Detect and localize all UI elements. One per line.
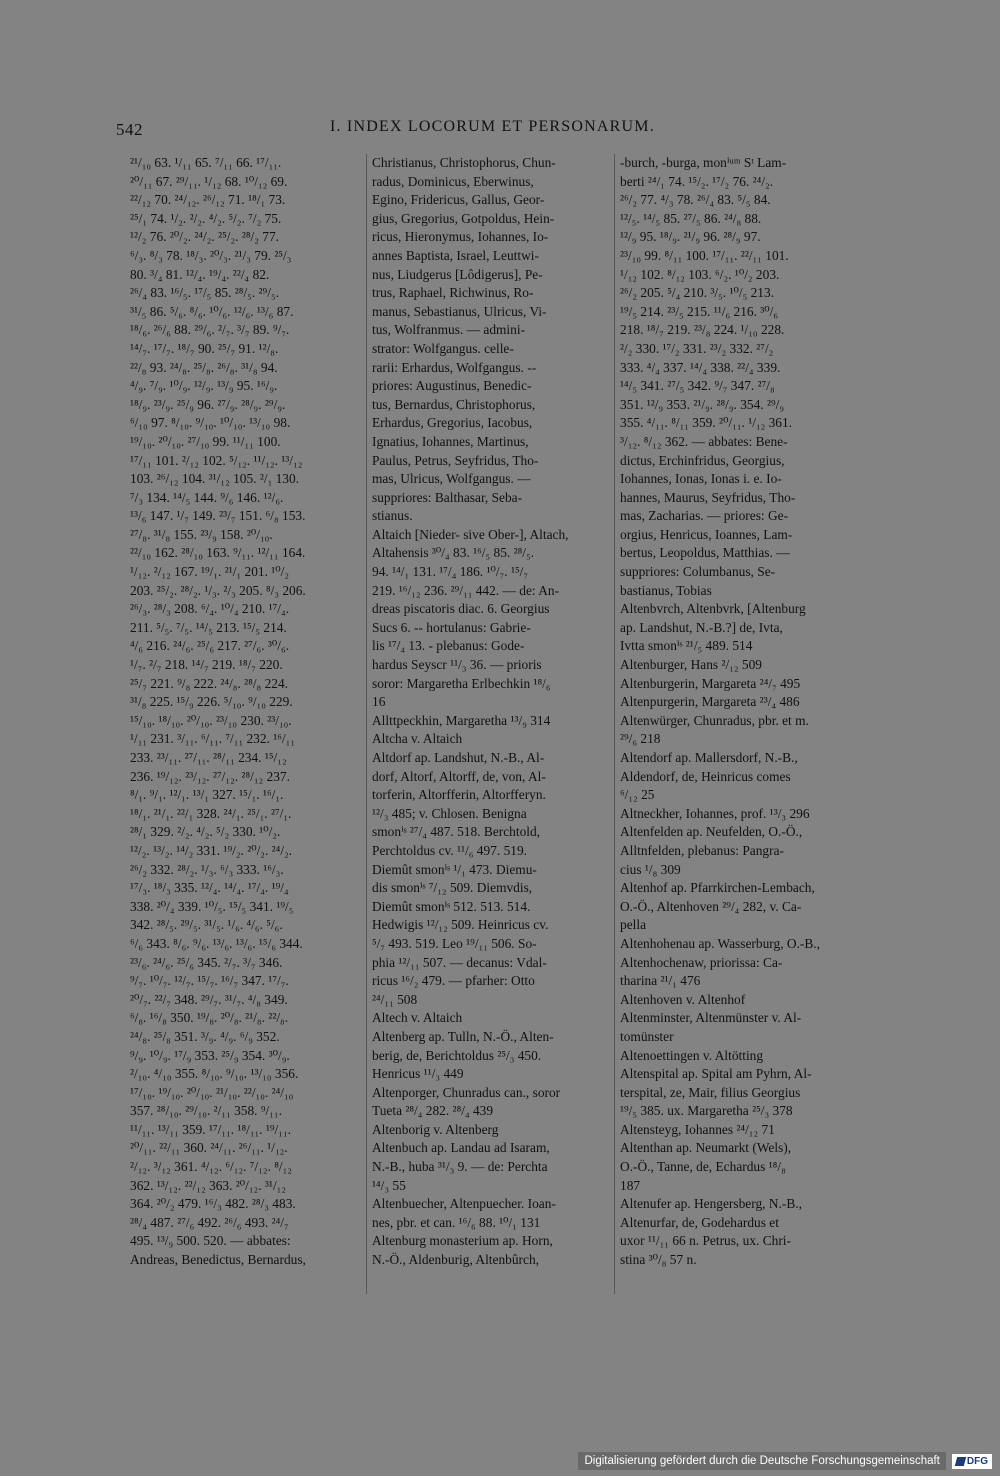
index-line: ¹/₁₁ 231. ³/₁₁. ⁶/₁₁. ⁷/₁₁ 232. ¹⁶/₁₁ bbox=[130, 731, 295, 747]
index-line: Altenthan ap. Neumarkt (Wels), bbox=[620, 1140, 792, 1156]
index-line: ²⁷/₈. ³¹/₈ 155. ²³/₉ 158. ²⁰/₁₀. bbox=[130, 526, 273, 542]
index-line: ³¹/₈ 225. ¹⁵/₉ 226. ⁵/₁₀. ⁹/₁₀ 229. bbox=[130, 694, 293, 710]
index-line: ¹/₁₂ 102. ⁸/₁₂ 103. ⁶/₂. ¹⁰/₂ 203. bbox=[620, 266, 780, 282]
index-line: Tueta ²⁸/₄ 282. ²⁸/₄ 439 bbox=[372, 1103, 494, 1119]
index-line: ²⁶/₃. ²⁸/₃ 208. ⁶/₄. ¹⁰/₄ 210. ¹⁷/₄. bbox=[130, 601, 290, 617]
index-line: ricus, Hieronymus, Iohannes, Io- bbox=[372, 229, 549, 245]
index-line: ⁸/₁. ⁹/₁. ¹²/₁. ¹³/₁ 327. ¹⁵/₁. ¹⁶/₁. bbox=[130, 787, 284, 803]
index-line: hardus Seyscr ¹¹/₃ 36. — prioris bbox=[372, 657, 542, 673]
index-line: stina ³⁰/₈ 57 n. bbox=[620, 1252, 697, 1268]
index-line: Altenburger, Hans ²/₁₂ 509 bbox=[620, 657, 762, 673]
index-line: dorf, Altorf, Altorff, de, von, Al- bbox=[372, 768, 546, 784]
index-line: Andreas, Benedictus, Bernardus, bbox=[130, 1252, 306, 1268]
index-line: dreas piscatoris diac. 6. Georgius bbox=[372, 601, 550, 617]
index-line: ²⁵/₁ 74. ¹/₂. ²/₂. ⁴/₂. ⁵/₂. ⁷/₂ 75. bbox=[130, 210, 282, 226]
index-line: ⁴/₉. ⁷/₉. ¹⁰/₉. ¹²/₉. ¹³/₉ 95. ¹⁶/₉. bbox=[130, 378, 278, 394]
index-line: ²²/₈ 93. ²⁴/₈. ²⁵/₈. ²⁶/₈. ³¹/₈ 94. bbox=[130, 359, 278, 375]
index-line: ²⁰/₁₁. ²²/₁₁ 360. ²⁴/₁₁. ²⁶/₁₁. ¹/₁₂. bbox=[130, 1140, 288, 1156]
index-line: Diemût smonⁱˢ 512. 513. 514. bbox=[372, 898, 531, 914]
index-line: ²⁶/₂ 77. ⁴/₃ 78. ²⁶/₄ 83. ⁵/₅ 84. bbox=[620, 192, 771, 208]
index-line: Sucs 6. -- hortulanus: Gabrie- bbox=[372, 619, 531, 635]
index-line: smonⁱˢ ²⁷/₄ 487. 518. Berchtold, bbox=[372, 824, 541, 840]
index-line: Erhardus, Gregorius, Iacobus, bbox=[372, 415, 533, 431]
index-line: suppriores: Balthasar, Seba- bbox=[372, 489, 523, 505]
index-line: N.-Ö., Aldenburig, Altenbûrch, bbox=[372, 1252, 539, 1268]
index-line: Alltnfelden, plebanus: Pangra- bbox=[620, 842, 784, 858]
index-line: nes, pbr. et can. ¹⁶/₆ 88. ¹⁰/₁ 131 bbox=[372, 1214, 541, 1230]
index-line: bertus, Leopoldus, Matthias. — bbox=[620, 545, 790, 561]
column-divider bbox=[614, 154, 615, 1294]
index-line: Altenborig v. Altenberg bbox=[372, 1121, 499, 1137]
index-line: ¹/₇. ²/₇ 218. ¹⁴/₇ 219. ¹⁸/₇ 220. bbox=[130, 657, 283, 673]
index-line: ²²/₁₂ 70. ²⁴/₁₂. ²⁶/₁₂ 71. ¹⁸/₁ 73. bbox=[130, 192, 286, 208]
index-line: O.-Ö., Tanne, de, Echardus ¹⁸/₈ bbox=[620, 1159, 786, 1175]
index-line: Paulus, Petrus, Seyfridus, Tho- bbox=[372, 452, 539, 468]
index-line: rarii: Erhardus, Wolfgangus. -- bbox=[372, 359, 537, 375]
index-line: Altenpurgerin, Margareta ²³/₄ 486 bbox=[620, 694, 800, 710]
index-line: ²⁶/₂ 205. ⁵/₄ 210. ³/₅. ¹⁰/₅ 213. bbox=[620, 285, 775, 301]
index-line: Ivtta smonⁱˢ ²¹/₅ 489. 514 bbox=[620, 638, 753, 654]
index-line: Altenurfar, de, Godehardus et bbox=[620, 1214, 779, 1230]
index-line: tomünster bbox=[620, 1028, 674, 1044]
index-line: tus, Bernardus, Christophorus, bbox=[372, 396, 536, 412]
index-line: ⁶/₃. ⁸/₃ 78. ¹⁸/₃. ²⁰/₃. ²¹/₃ 79. ²⁵/₃ bbox=[130, 247, 292, 263]
index-line: ¹⁸/₉. ²³/₉. ²⁵/₉ 96. ²⁷/₉. ²⁸/₉. ²⁹/₉. bbox=[130, 396, 286, 412]
index-line: -burch, -burga, monⁱᵘᵐ Sᵗ Lam- bbox=[620, 155, 787, 170]
index-line: mas, Ulricus, Wolfgangus. — bbox=[372, 471, 531, 487]
index-line: 94. ¹⁴/₁ 131. ¹⁷/₄ 186. ¹⁰/₇. ¹⁵/₇ bbox=[372, 564, 529, 580]
index-line: 233. ²³/₁₁. ²⁷/₁₁. ²⁸/₁₁ 234. ¹⁵/₁₂ bbox=[130, 750, 287, 765]
index-line: strator: Wolfgangus. celle- bbox=[372, 340, 514, 356]
index-line: Altahensis ³⁰/₄ 83. ¹⁶/₅ 85. ²⁸/₅. bbox=[372, 545, 535, 561]
index-column-left bbox=[130, 154, 362, 1270]
index-line: berti ²⁴/₁ 74. ¹⁵/₂. ¹⁷/₂ 76. ²⁴/₂. bbox=[620, 173, 774, 189]
page-number: 542 bbox=[116, 120, 143, 139]
index-line: ⁷/₃ 134. ¹⁴/₅ 144. ⁹/₆ 146. ¹²/₆. bbox=[130, 489, 284, 505]
index-line: torferin, Altorfferin, Altorfferyn. bbox=[372, 787, 546, 803]
index-line: terspital, ze, Mair, filius Georgius bbox=[620, 1084, 801, 1100]
index-line: Altdorf ap. Landshut, N.-B., Al- bbox=[372, 750, 545, 765]
index-line: Altenwürger, Chunradus, pbr. et m. bbox=[620, 712, 809, 728]
index-line: Iohannes, Ionas, Ionas i. e. Io- bbox=[620, 471, 782, 487]
index-line: ²⁶/₄ 83. ¹⁶/₅. ¹⁷/₅ 85. ²⁸/₅. ²⁹/₅. bbox=[130, 285, 279, 301]
index-line: ⁶/₈. ¹⁶/₈ 350. ¹⁹/₈. ²⁰/₈. ²¹/₈. ²²/₈. bbox=[130, 1010, 289, 1026]
index-line: 362. ¹³/₁₂. ²²/₁₂ 363. ²⁰/₁₂. ³¹/₁₂ bbox=[130, 1177, 286, 1193]
index-line: ¹⁸/₆. ²⁶/₆ 88. ²⁹/₆. ²/₇. ³/₇ 89. ⁹/₇. bbox=[130, 322, 290, 338]
index-line: mas, Zacharias. — priores: Ge- bbox=[620, 508, 789, 524]
index-line: dis smonⁱˢ ⁷/₁₂ 509. Diemvdis, bbox=[372, 880, 533, 896]
index-line: ¹⁹/₁₀. ²⁰/₁₀. ²⁷/₁₀ 99. ¹¹/₁₁ 100. bbox=[130, 433, 281, 449]
index-line: Christianus, Christophorus, Chun- bbox=[372, 155, 556, 170]
index-line: Allttpeckhin, Margaretha ¹³/₉ 314 bbox=[372, 712, 551, 728]
index-line: 357. ²⁸/₁₀. ²⁹/₁₀. ²/₁₁ 358. ⁹/₁₁. bbox=[130, 1103, 282, 1119]
dfg-logo-text: DFG bbox=[966, 1455, 988, 1467]
index-line: ¹⁹/₅ 385. ux. Margaretha ²⁵/₃ 378 bbox=[620, 1103, 793, 1119]
index-line: ¹³/₆ 147. ¹/₇ 149. ²³/₇ 151. ⁶/₈ 153. bbox=[130, 508, 306, 524]
index-line: suppriores: Columbanus, Se- bbox=[620, 564, 776, 580]
index-line: cius ¹/₈ 309 bbox=[620, 861, 681, 877]
index-line: ⁶/₁₀ 97. ⁸/₁₀. ⁹/₁₀. ¹⁰/₁₀. ¹³/₁₀ 98. bbox=[130, 415, 291, 431]
index-line: radus, Dominicus, Eberwinus, bbox=[372, 173, 534, 189]
index-line: 218. ¹⁸/₇ 219. ²³/₈ 224. ¹/₁₀ 228. bbox=[620, 322, 785, 338]
index-line: 351. ¹²/₉ 353. ²¹/₉. ²⁸/₉. 354. ²⁹/₉ bbox=[620, 396, 785, 412]
index-line: 203. ²⁵/₂. ²⁸/₂. ¹/₃. ²/₃ 205. ⁸/₃ 206. bbox=[130, 582, 306, 598]
index-line: ¹²/₂ 76. ²⁰/₂. ²⁴/₂. ²⁵/₂. ²⁸/₂ 77. bbox=[130, 229, 280, 245]
index-line: 342. ²⁸/₅. ²⁹/₅. ³¹/₅. ¹/₆. ⁴/₆. ⁵/₆. bbox=[130, 917, 283, 933]
index-line: 103. ²⁶/₁₂ 104. ³¹/₁₂ 105. ²/₁ 130. bbox=[130, 471, 300, 487]
index-line: tharina ²¹/₁ 476 bbox=[620, 973, 701, 989]
dfg-logo-icon bbox=[952, 1454, 992, 1469]
index-line: Altenufer ap. Hengersberg, N.-B., bbox=[620, 1196, 802, 1212]
digitization-credit: Digitalisierung gefördert durch die Deutsche Forschungsgemeinschaft bbox=[578, 1452, 945, 1470]
index-line: Altenhoven v. Altenhof bbox=[620, 991, 746, 1007]
index-line: ²⁸/₄ 487. ²⁷/₆ 492. ²⁶/₆ 493. ²⁴/₇ bbox=[130, 1214, 289, 1230]
footer bbox=[578, 1452, 992, 1470]
index-line: Altenbuch ap. Landau ad Isaram, bbox=[372, 1140, 550, 1156]
index-line: ²⁸/₁ 329. ²/₂. ⁴/₂. ⁵/₂ 330. ¹⁰/₂. bbox=[130, 824, 281, 840]
index-line: ¹⁴/₃ 55 bbox=[372, 1177, 406, 1193]
index-line: Altenhof ap. Pfarrkirchen-Lembach, bbox=[620, 880, 815, 896]
index-line: hannes, Maurus, Seyfridus, Tho- bbox=[620, 489, 796, 505]
index-line: Altneckher, Iohannes, prof. ¹³/₃ 296 bbox=[620, 805, 810, 821]
index-line: ²⁴/₁₁ 508 bbox=[372, 991, 418, 1007]
index-line: ¹⁸/₁. ²¹/₁. ²²/₁ 328. ²⁴/₁. ²⁵/₁. ²⁷/₁. bbox=[130, 805, 292, 821]
index-line: pella bbox=[620, 917, 647, 933]
index-line: ²³/₆. ²⁴/₆. ²⁵/₆ 345. ²/₇. ³/₇ 346. bbox=[130, 954, 283, 970]
index-line: bastianus, Tobias bbox=[620, 582, 712, 598]
index-line: Altensteyg, Iohannes ²⁴/₁₂ 71 bbox=[620, 1121, 775, 1137]
index-line: ¹²/₅. ¹⁴/₅ 85. ²⁷/₅ 86. ²⁴/₈ 88. bbox=[620, 210, 762, 226]
column-divider bbox=[366, 154, 367, 1294]
index-line: annes Baptista, Israel, Leuttwi- bbox=[372, 247, 539, 263]
index-line: Altenfelden ap. Neufelden, O.-Ö., bbox=[620, 824, 803, 840]
index-line: ²⁶/₂ 332. ²⁸/₂. ¹/₃. ⁶/₃ 333. ¹⁶/₃. bbox=[130, 861, 284, 877]
index-line: 338. ²⁰/₄ 339. ¹⁰/₅. ¹⁵/₅ 341. ¹⁹/₅ bbox=[130, 898, 294, 914]
index-line: lis ¹⁷/₄ 13. - plebanus: Gode- bbox=[372, 638, 525, 654]
index-line: Egino, Fridericus, Gallus, Geor- bbox=[372, 192, 545, 208]
index-line: ¹⁷/₁₀. ¹⁹/₁₀. ²⁰/₁₀. ²¹/₁₀. ²²/₁₀. ²⁴/₁₀ bbox=[130, 1084, 294, 1100]
index-line: Altenhohenau ap. Wasserburg, O.-B., bbox=[620, 935, 820, 951]
index-line: ¹⁵/₁₀. ¹⁸/₁₀. ²⁰/₁₀. ²³/₁₀ 230. ²³/₁₀. bbox=[130, 712, 292, 728]
index-line: Altenbvrch, Altenbvrk, [Altenburg bbox=[620, 601, 806, 617]
index-line: Henricus ¹¹/₃ 449 bbox=[372, 1066, 464, 1082]
index-line: 364. ²⁰/₂ 479. ¹⁶/₃ 482. ²⁸/₃ 483. bbox=[130, 1196, 296, 1212]
index-line: Altcha v. Altaich bbox=[372, 731, 463, 747]
index-line: Perchtoldus cv. ¹¹/₆ 497. 519. bbox=[372, 842, 528, 858]
index-line: berig, de, Berichtoldus ²⁵/₃ 450. bbox=[372, 1047, 542, 1063]
index-line: ¹⁷/₁₁ 101. ²/₁₂ 102. ⁵/₁₂. ¹¹/₁₂. ¹³/₁₂ bbox=[130, 452, 303, 468]
index-line: ¹⁷/₃. ¹⁸/₃ 335. ¹²/₄. ¹⁴/₄. ¹⁷/₄. ¹⁹/₄ bbox=[130, 880, 289, 896]
index-line: 16 bbox=[372, 694, 386, 710]
index-line: ¹¹/₁₁. ¹³/₁₁ 359. ¹⁷/₁₁. ¹⁸/₁₁. ¹⁹/₁₁. bbox=[130, 1121, 291, 1137]
index-line: Hedwigis ¹²/₁₂ 509. Heinricus cv. bbox=[372, 917, 549, 933]
index-line: ²²/₁₀ 162. ²⁸/₁₀ 163. ⁹/₁₁. ¹²/₁₁ 164. bbox=[130, 545, 306, 561]
index-line: ¹/₁₂. ²/₁₂ 167. ¹⁹/₁. ²¹/₁ 201. ¹⁰/₂ bbox=[130, 564, 290, 580]
index-line: 236. ¹⁹/₁₂. ²³/₁₂. ²⁷/₁₂. ²⁸/₁₂ 237. bbox=[130, 768, 290, 784]
index-line: ⁶/₆ 343. ⁸/₆. ⁹/₆. ¹³/₆. ¹³/₆. ¹⁵/₆ 344. bbox=[130, 935, 303, 951]
index-line: ⁵/₇ 493. 519. Leo ¹⁹/₁₁ 506. So- bbox=[372, 935, 537, 951]
index-line: ³¹/₅ 86. ⁵/₆. ⁸/₆. ¹⁰/₆. ¹²/₆. ¹³/₆ 87. bbox=[130, 303, 294, 319]
index-line: manus, Sebastianus, Ulricus, Vi- bbox=[372, 303, 547, 319]
index-line: Altenoettingen v. Altötting bbox=[620, 1047, 764, 1063]
index-line: tus, Wolfranmus. — admini- bbox=[372, 322, 526, 338]
index-line: Aldendorf, de, Heinricus comes bbox=[620, 768, 791, 784]
index-line: dictus, Erchinfridus, Georgius, bbox=[620, 452, 785, 468]
index-line: ²⁹/₆ 218 bbox=[620, 731, 661, 747]
index-line: gius, Gregorius, Gotpoldus, Hein- bbox=[372, 210, 555, 226]
index-line: Altendorf ap. Mallersdorf, N.-B., bbox=[620, 750, 798, 765]
index-line: 333. ⁴/₄ 337. ¹⁴/₄ 338. ²²/₄ 339. bbox=[620, 359, 781, 375]
index-line: ²/₂ 330. ¹⁷/₂ 331. ²³/₂ 332. ²⁷/₂ bbox=[620, 340, 774, 356]
running-head: I. INDEX LOCORUM ET PERSONARUM. bbox=[330, 118, 655, 135]
index-line: Altenberg ap. Tulln, N.-Ö., Alten- bbox=[372, 1028, 554, 1044]
index-line: 355. ⁴/₁₁. ⁸/₁₁ 359. ²⁰/₁₁. ¹/₁₂ 361. bbox=[620, 415, 793, 431]
index-line: Altenporger, Chunradus can., soror bbox=[372, 1084, 561, 1100]
index-line: Altenbuecher, Altenpuecher. Ioan- bbox=[372, 1196, 556, 1212]
index-line: nus, Liudgerus [Lôdigerus], Pe- bbox=[372, 266, 543, 282]
index-line: phia ¹²/₁₁ 507. — decanus: Vdal- bbox=[372, 954, 547, 970]
index-line: ¹²/₃ 485; v. Chlosen. Benigna bbox=[372, 805, 527, 821]
index-line: Altenburgerin, Margareta ²⁴/₇ 495 bbox=[620, 675, 801, 691]
index-line: ¹²/₂. ¹³/₂. ¹⁴/₂ 331. ¹⁹/₂. ²⁰/₂. ²⁴/₂. bbox=[130, 842, 293, 858]
index-line: Diemût smonⁱˢ ¹/₁ 473. Diemu- bbox=[372, 861, 537, 877]
index-line: ²/₁₂. ³/₁₂ 361. ⁴/₁₂. ⁶/₁₂. ⁷/₁₂. ⁸/₁₂ bbox=[130, 1159, 292, 1175]
index-line: 495. ¹³/₉ 500. 520. — abbates: bbox=[130, 1233, 291, 1249]
index-line: ²¹/₁₀ 63. ¹/₁₁ 65. ⁷/₁₁ 66. ¹⁷/₁₁. bbox=[130, 155, 282, 170]
index-line: orgius, Henricus, Ioannes, Lam- bbox=[620, 526, 793, 542]
index-line: ²³/₁₀ 99. ⁸/₁₁ 100. ¹⁷/₁₁. ²²/₁₁ 101. bbox=[620, 247, 789, 263]
index-line: ²⁰/₇. ²²/₇ 348. ²⁹/₇. ³¹/₇. ⁴/₈ 349. bbox=[130, 991, 288, 1007]
index-line: ap. Landshut, N.-B.?] de, Ivta, bbox=[620, 619, 783, 635]
index-line: ⁴/₆ 216. ²⁴/₆. ²⁵/₆ 217. ²⁷/₆. ³⁰/₆. bbox=[130, 638, 290, 654]
index-line: ricus ¹⁶/₂ 479. — pfarher: Otto bbox=[372, 973, 535, 989]
index-line: ¹⁴/₅ 341. ²⁷/₅ 342. ⁹/₇ 347. ²⁷/₈ bbox=[620, 378, 775, 394]
index-column-middle bbox=[372, 154, 612, 1270]
index-line: soror: Margaretha Erlbechkin ¹⁸/₆ bbox=[372, 675, 551, 691]
index-line: 80. ³/₄ 81. ¹²/₄. ¹⁹/₄. ²²/₄ 82. bbox=[130, 266, 270, 282]
index-column-right bbox=[620, 154, 868, 1270]
index-line: ²/₁₀. ⁴/₁₀ 355. ⁸/₁₀. ⁹/₁₀. ¹³/₁₀ 356. bbox=[130, 1066, 299, 1082]
index-line: 219. ¹⁶/₁₂ 236. ²⁹/₁₁ 442. — de: An- bbox=[372, 582, 560, 598]
index-line: ²⁰/₁₁ 67. ²⁹/₁₁. ¹/₁₂ 68. ¹⁰/₁₂ 69. bbox=[130, 173, 288, 189]
index-line: ⁹/₇. ¹⁰/₇. ¹²/₇. ¹⁵/₇. ¹⁶/₇ 347. ¹⁷/₇. bbox=[130, 973, 289, 989]
index-line: N.-B., huba ³¹/₃ 9. — de: Perchta bbox=[372, 1159, 548, 1175]
index-line: priores: Augustinus, Benedic- bbox=[372, 378, 532, 394]
index-line: Altenburg monasterium ap. Horn, bbox=[372, 1233, 553, 1249]
index-line: ³/₁₂. ⁸/₁₂ 362. — abbates: Bene- bbox=[620, 433, 788, 449]
index-line: O.-Ö., Altenhoven ²⁹/₄ 282, v. Ca- bbox=[620, 898, 802, 914]
index-line: stianus. bbox=[372, 508, 413, 524]
index-line: ²⁴/₈. ²⁵/₈ 351. ³/₉. ⁴/₉. ⁶/₉ 352. bbox=[130, 1028, 280, 1044]
index-line: ¹²/₉ 95. ¹⁸/₉. ²¹/₉ 96. ²⁸/₉ 97. bbox=[620, 229, 761, 245]
index-line: ¹⁴/₇. ¹⁷/₇. ¹⁸/₇ 90. ²⁵/₇ 91. ¹²/₈. bbox=[130, 340, 279, 356]
index-line: uxor ¹¹/₁₁ 66 n. Petrus, ux. Chri- bbox=[620, 1233, 791, 1249]
index-line: ²⁵/₇ 221. ⁹/₈ 222. ²⁴/₈. ²⁸/₈ 224. bbox=[130, 675, 289, 691]
index-line: Altaich [Nieder- sive Ober-], Altach, bbox=[372, 526, 569, 542]
index-line: 187 bbox=[620, 1177, 641, 1193]
index-line: ¹⁹/₅ 214. ²³/₅ 215. ¹¹/₆ 216. ³⁰/₆ bbox=[620, 303, 779, 319]
index-line: Altenminster, Altenmünster v. Al- bbox=[620, 1010, 802, 1026]
index-line: 211. ⁵/₅. ⁷/₅. ¹⁴/₅ 213. ¹⁵/₅ 214. bbox=[130, 619, 287, 635]
index-line: Ignatius, Iohannes, Martinus, bbox=[372, 433, 529, 449]
index-line: Altenhochenaw, priorissa: Ca- bbox=[620, 954, 783, 970]
index-line: Altenspital ap. Spital am Pyhrn, Al- bbox=[620, 1066, 812, 1082]
index-line: ⁶/₁₂ 25 bbox=[620, 787, 655, 803]
index-line: trus, Raphael, Richwinus, Ro- bbox=[372, 285, 534, 301]
index-line: ⁹/₉. ¹⁰/₉. ¹⁷/₉ 353. ²⁵/₉ 354. ³⁰/₉. bbox=[130, 1047, 290, 1063]
index-line: Altech v. Altaich bbox=[372, 1010, 463, 1026]
